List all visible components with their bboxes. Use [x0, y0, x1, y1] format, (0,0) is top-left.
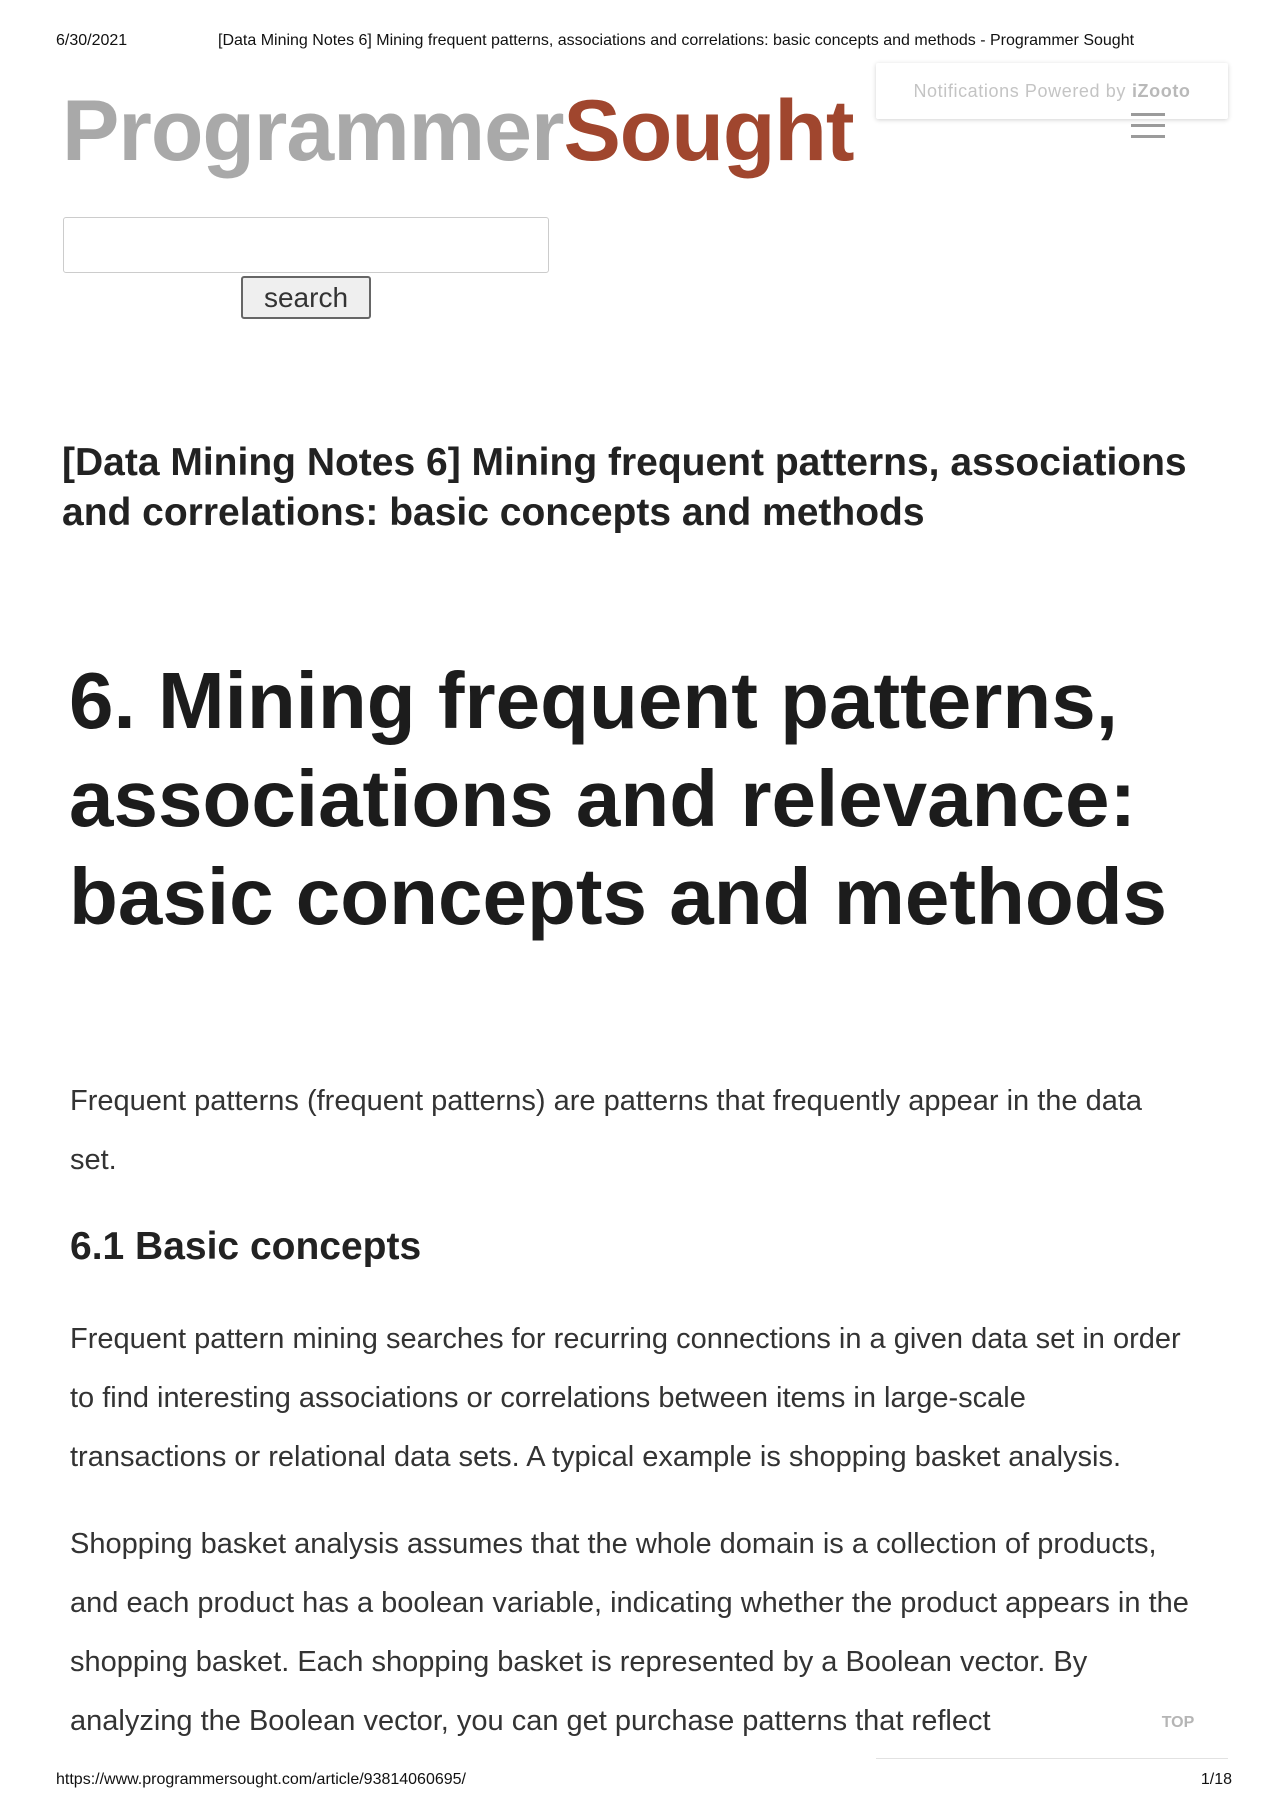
- paragraph-shopping-basket: Shopping basket analysis assumes that the whole domain is a collection of products, and each product has a boolean variable, indicating whether the product appears in the shopping basket. Each shopping basket is represented by a Boolean vector. By analyzing the Boolean vector, you can get purchase patterns that reflect: [70, 1528, 1189, 1737]
- post-title: [Data Mining Notes 6] Mining frequent patterns, associations and correlations: basic concepts and methods: [62, 441, 1187, 534]
- footer-divider: [876, 1758, 1228, 1759]
- menu-bar: [1131, 113, 1165, 116]
- logo-part-programmer: Programmer: [62, 83, 564, 179]
- notification-brand: iZooto: [1131, 80, 1191, 101]
- print-page-title: [Data Mining Notes 6] Mining frequent patterns, associations and correlations: basic concepts and methods - Programmer Sought: [218, 32, 1135, 49]
- menu-bar: [1131, 124, 1165, 127]
- logo-part-sought: Sought: [563, 83, 854, 179]
- site-logo[interactable]: [62, 83, 854, 179]
- notification-prompt[interactable]: [876, 63, 1228, 119]
- menu-bar: [1131, 135, 1165, 138]
- print-url: https://www.programmersought.com/article/93814060695/: [56, 1771, 466, 1788]
- search-input[interactable]: [63, 217, 549, 273]
- search-button[interactable]: search: [241, 276, 371, 319]
- article-heading: 6. Mining frequent patterns, associations and relevance: basic concepts and methods: [69, 656, 1168, 941]
- notification-text: Notifications Powered by: [913, 80, 1126, 101]
- hamburger-menu-icon[interactable]: [1131, 113, 1165, 143]
- paragraph-frequent-pattern-mining: Frequent pattern mining searches for recurring connections in a given data set in order to find interesting associations or correlations between items in large-scale transactions or relational data sets. A typical example is shopping basket analysis.: [70, 1323, 1181, 1473]
- intro-paragraph: Frequent patterns (frequent patterns) are patterns that frequently appear in the data set.: [70, 1085, 1143, 1176]
- print-date: 6/30/2021: [56, 32, 128, 49]
- back-to-top-button[interactable]: TOP: [1146, 1701, 1210, 1745]
- section-heading-basic-concepts: 6.1 Basic concepts: [70, 1225, 422, 1268]
- page-number: 1/18: [1200, 1771, 1232, 1788]
